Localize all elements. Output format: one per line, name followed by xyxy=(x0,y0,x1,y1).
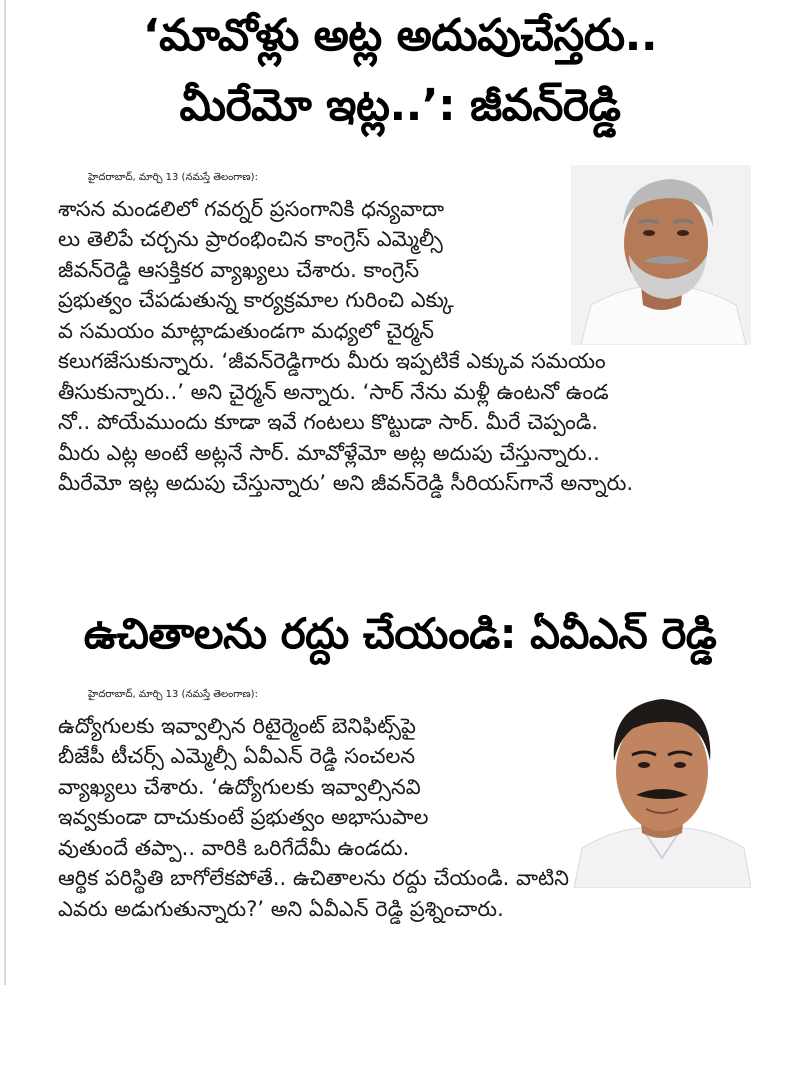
article1-line: నో.. పోయేముందు కూడా ఇవే గంటలు కొట్టుడా సార్‌. మీరే చెప్పండి. xyxy=(58,410,599,434)
article1-headline-line2: మీరేమో ఇట్ల..’: జీవన్‌రెడ్డి xyxy=(179,80,621,131)
article1-line: మీరేమో ఇట్ల అదుపు చేస్తున్నారు’ అని జీవన్‌రెడ్డి సీరియస్‌గానే అన్నారు. xyxy=(58,471,634,495)
article1-line: కలుగజేసుకున్నారు. ‘జీవన్‌రెడ్డిగారు మీరు ఇప్పటికే ఎక్కువ సమయం xyxy=(58,349,606,373)
article2-line: వుతుందే తప్పా.. వారికి ఒరిగేదేమీ ఉండదు. xyxy=(58,835,410,860)
article2-dateline: హైదరాబాద్‌, మార్చి 13 (నమస్తే తెలంగాణ): xyxy=(88,689,258,700)
article1-line: జీవన్‌రెడ్డి ఆసక్తికర వ్యాఖ్యలు చేశారు. కాంగ్రెస్‌ xyxy=(58,257,420,282)
article1-headline-line1: ‘మావోళ్లు అట్ల అదుపుచేస్తరు.. xyxy=(142,10,658,61)
article2-headline: ఉచితాలను రద్దు చేయండి: ఏవీఎన్‌ రెడ్డి xyxy=(83,609,717,658)
column-rule xyxy=(4,0,6,985)
article1-line: వ సమయం మాట్లాడుతుండగా మధ్యలో చైర్మన్‌ xyxy=(58,318,435,343)
article1-body xyxy=(58,163,753,499)
article1-line: ప్రభుత్వం చేపడుతున్న కార్యక్రమాల గురించి ఎక్కు xyxy=(58,288,454,312)
article2-line: వ్యాఖ్యలు చేశారు. ‘ఉద్యోగులకు ఇవ్వాల్సినవి xyxy=(58,774,421,799)
article2-line: ఆర్థిక పరిస్థితి బాగోలేకపోతే.. ఉచితాలను రద్దు చేయండి. వాటిని xyxy=(58,866,569,890)
article1-line: తీసుకున్నారు..’ అని చైర్మన్‌ అన్నారు. ‘సార్‌ నేను మళ్లీ ఉంటనో ఉండ xyxy=(58,379,609,404)
article2-line: ఇవ్వకుండా దాచుకుంటే ప్రభుత్వం అభాసుపాల xyxy=(58,805,429,829)
article1-dateline: హైదరాబాద్‌, మార్చి 13 (నమస్తే తెలంగాణ): xyxy=(88,172,258,183)
article1-line: మీరు ఎట్ల అంటే అట్లనే సార్‌. మావోళ్లేమో అట్ల అదుపు చేస్తున్నారు.. xyxy=(58,440,600,465)
article1-line: శాసన మండలిలో గవర్నర్‌ ప్రసంగానికి ధన్యవాదా xyxy=(58,196,444,221)
article2-line: బీజేపీ టీచర్స్‌ ఎమ్మెల్సీ ఏవీఎన్‌ రెడ్డి సంచలన xyxy=(58,744,416,768)
article1-line: లు తెలిపే చర్చను ప్రారంభించిన కాంగ్రెస్‌ ఎమ్మెల్సీ xyxy=(58,227,443,251)
article2-line: ఎవరు అడుగుతున్నారు?’ అని ఏవీఎన్‌ రెడ్డి ప్రశ్నించారు. xyxy=(58,896,504,921)
article2-line: ఉద్యోగులకు ఇవ్వాల్సిన రిటైర్మెంట్‌ బెనిఫిట్స్‌పై xyxy=(58,713,416,738)
article2-body xyxy=(58,680,753,924)
